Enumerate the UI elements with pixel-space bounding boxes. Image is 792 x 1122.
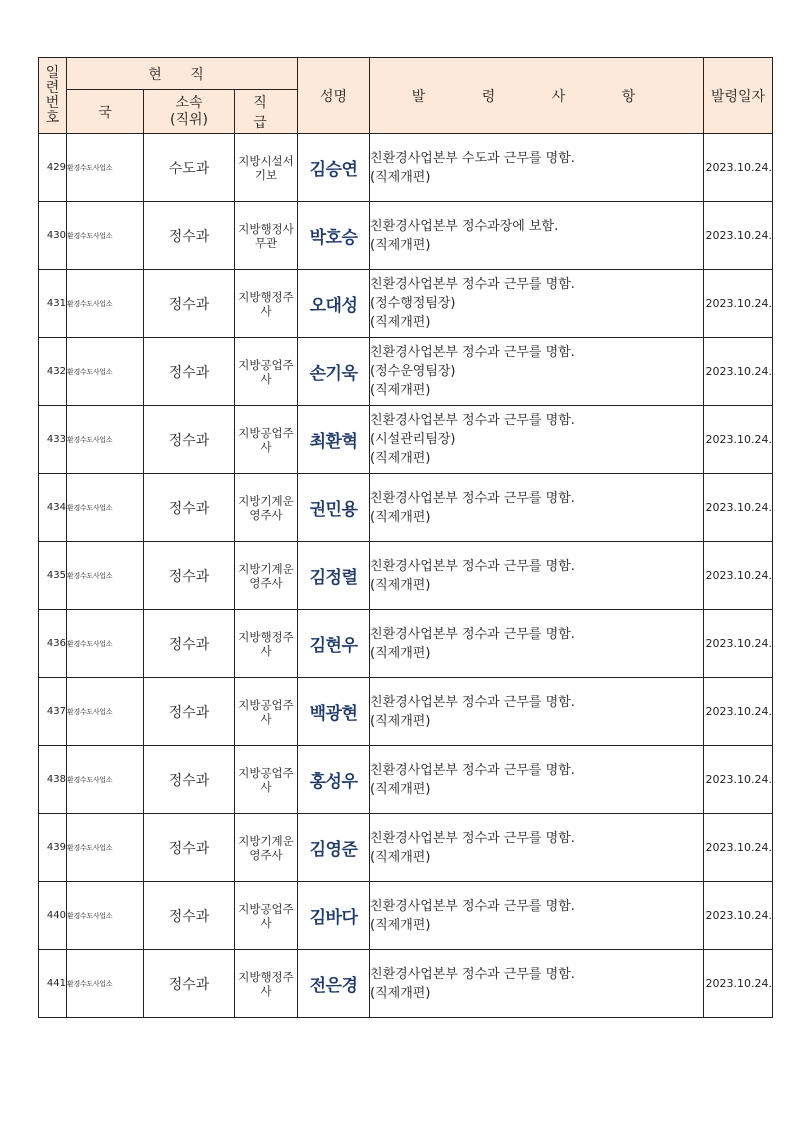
order-line: 친환경사업본부 정수과장에 보함. xyxy=(370,218,559,234)
grade-cell xyxy=(235,610,298,678)
serial-number-cell: 439 xyxy=(39,814,67,882)
order-line: 친환경사업본부 정수과 근무를 명함. xyxy=(370,694,575,710)
grade-line: 지방공업주 xyxy=(238,901,294,916)
serial-number-cell: 433 xyxy=(39,406,67,474)
date-cell: 2023.10.24. xyxy=(704,950,773,1018)
affiliation-cell: 정수과 xyxy=(144,678,235,746)
table-row xyxy=(39,202,773,270)
affiliation-cell: 정수과 xyxy=(144,882,235,950)
bureau-cell: 환경수도사업소 xyxy=(67,814,144,882)
date-cell: 2023.10.24. xyxy=(704,678,773,746)
order-cell xyxy=(370,406,704,474)
grade-cell xyxy=(235,814,298,882)
order-line: (직제개편) xyxy=(370,849,431,865)
grade-line: 영주사 xyxy=(249,575,283,590)
name-header: 성명 xyxy=(298,58,370,134)
date-header: 발령일자 xyxy=(704,58,773,134)
order-cell xyxy=(370,950,704,1018)
order-line: (직제개편) xyxy=(370,169,431,185)
date-cell: 2023.10.24. xyxy=(704,474,773,542)
grade-line: 지방기계운 xyxy=(238,493,294,508)
grade-header: 직 급 xyxy=(235,90,298,134)
serial-number-header: 일 련 번 호 xyxy=(39,58,67,134)
affiliation-cell: 수도과 xyxy=(144,134,235,202)
grade-cell xyxy=(235,678,298,746)
serial-number-cell: 440 xyxy=(39,882,67,950)
grade-cell xyxy=(235,542,298,610)
order-line: (정수운영팀장) xyxy=(370,364,456,379)
grade-line: 지방공업주 xyxy=(238,425,294,440)
bureau-cell: 환경수도사업소 xyxy=(67,746,144,814)
date-cell: 2023.10.24. xyxy=(704,882,773,950)
affiliation-cell: 정수과 xyxy=(144,746,235,814)
affiliation-cell: 정수과 xyxy=(144,406,235,474)
name-cell: 홍성우 xyxy=(298,746,370,814)
grade-cell xyxy=(235,474,298,542)
grade-cell xyxy=(235,202,298,270)
date-cell: 2023.10.24. xyxy=(704,610,773,678)
grade-line: 지방행정주 xyxy=(238,289,294,304)
grade-cell xyxy=(235,406,298,474)
date-cell: 2023.10.24. xyxy=(704,746,773,814)
grade-line: 사 xyxy=(260,779,272,794)
order-cell xyxy=(370,814,704,882)
affiliation-cell: 정수과 xyxy=(144,270,235,338)
name-cell: 백광현 xyxy=(298,678,370,746)
grade-cell xyxy=(235,950,298,1018)
table-body xyxy=(39,134,773,1018)
grade-line: 지방공업주 xyxy=(238,697,294,712)
table-row xyxy=(39,950,773,1018)
order-line: 친환경사업본부 정수과 근무를 명함. xyxy=(370,413,575,428)
table-row xyxy=(39,814,773,882)
grade-line: 지방시설서 xyxy=(238,153,294,168)
bureau-cell: 환경수도사업소 xyxy=(67,950,144,1018)
name-cell: 김영준 xyxy=(298,814,370,882)
grade-line: 사 xyxy=(260,711,272,726)
grade-line: 지방기계운 xyxy=(238,561,294,576)
order-line: 친환경사업본부 정수과 근무를 명함. xyxy=(370,762,575,778)
table-row xyxy=(39,610,773,678)
order-cell xyxy=(370,338,704,406)
table-row xyxy=(39,746,773,814)
order-line: (직제개편) xyxy=(370,781,431,797)
order-line: (직제개편) xyxy=(370,237,431,253)
bureau-header: 국 xyxy=(67,90,144,134)
order-line: (직제개편) xyxy=(370,985,431,1001)
order-line: (직제개편) xyxy=(370,315,431,330)
serial-number-cell: 437 xyxy=(39,678,67,746)
grade-line: 기보 xyxy=(254,167,278,182)
serial-number-cell: 441 xyxy=(39,950,67,1018)
order-line: 친환경사업본부 정수과 근무를 명함. xyxy=(370,277,575,292)
grade-line: 사 xyxy=(260,303,272,318)
bureau-cell: 환경수도사업소 xyxy=(67,474,144,542)
order-line: (시설관리팀장) xyxy=(370,432,456,447)
name-cell: 손기욱 xyxy=(298,338,370,406)
affiliation-cell: 정수과 xyxy=(144,474,235,542)
order-cell xyxy=(370,270,704,338)
order-cell xyxy=(370,474,704,542)
table-row xyxy=(39,542,773,610)
serial-number-cell: 436 xyxy=(39,610,67,678)
name-cell: 김바다 xyxy=(298,882,370,950)
order-line: 친환경사업본부 수도과 근무를 명함. xyxy=(370,150,575,166)
order-line: 친환경사업본부 정수과 근무를 명함. xyxy=(370,558,575,574)
name-cell: 김승연 xyxy=(298,134,370,202)
grade-line: 지방공업주 xyxy=(238,357,294,372)
order-line: 친환경사업본부 정수과 근무를 명함. xyxy=(370,830,575,846)
date-cell: 2023.10.24. xyxy=(704,406,773,474)
table-row xyxy=(39,134,773,202)
affiliation-cell: 정수과 xyxy=(144,542,235,610)
order-cell xyxy=(370,542,704,610)
bureau-cell: 환경수도사업소 xyxy=(67,882,144,950)
bureau-cell: 환경수도사업소 xyxy=(67,406,144,474)
grade-line: 사 xyxy=(260,983,272,998)
order-cell xyxy=(370,678,704,746)
grade-cell xyxy=(235,882,298,950)
table-row xyxy=(39,678,773,746)
grade-cell xyxy=(235,338,298,406)
affiliation-cell: 정수과 xyxy=(144,950,235,1018)
table-row xyxy=(39,270,773,338)
table-row xyxy=(39,338,773,406)
order-cell xyxy=(370,134,704,202)
serial-number-cell: 431 xyxy=(39,270,67,338)
order-cell xyxy=(370,746,704,814)
table-row xyxy=(39,406,773,474)
serial-number-cell: 432 xyxy=(39,338,67,406)
name-cell: 오대성 xyxy=(298,270,370,338)
order-line: (직제개편) xyxy=(370,713,431,729)
order-line: (직제개편) xyxy=(370,645,431,661)
affiliation-header: 소속 (직위) xyxy=(144,90,235,134)
grade-line: 지방기계운 xyxy=(238,833,294,848)
date-cell: 2023.10.24. xyxy=(704,542,773,610)
order-line: (직제개편) xyxy=(370,509,431,525)
grade-line: 사 xyxy=(260,915,272,930)
serial-number-cell: 429 xyxy=(39,134,67,202)
grade-line: 지방행정사 xyxy=(238,221,294,236)
name-cell: 전은경 xyxy=(298,950,370,1018)
order-header: 발 령 사 항 xyxy=(370,58,704,134)
name-cell: 김정렬 xyxy=(298,542,370,610)
grade-line: 무관 xyxy=(254,235,278,250)
bureau-cell: 환경수도사업소 xyxy=(67,134,144,202)
name-cell: 권민용 xyxy=(298,474,370,542)
grade-cell xyxy=(235,270,298,338)
date-cell: 2023.10.24. xyxy=(704,134,773,202)
bureau-cell: 환경수도사업소 xyxy=(67,270,144,338)
serial-number-cell: 430 xyxy=(39,202,67,270)
personnel-order-table xyxy=(38,57,773,1018)
affiliation-cell: 정수과 xyxy=(144,202,235,270)
serial-number-cell: 435 xyxy=(39,542,67,610)
affiliation-cell: 정수과 xyxy=(144,814,235,882)
grade-line: 지방행정주 xyxy=(238,629,294,644)
date-cell: 2023.10.24. xyxy=(704,270,773,338)
grade-line: 사 xyxy=(260,643,272,658)
order-line: 친환경사업본부 정수과 근무를 명함. xyxy=(370,490,575,506)
table-row xyxy=(39,882,773,950)
date-cell: 2023.10.24. xyxy=(704,814,773,882)
order-line: (정수행정팀장) xyxy=(370,296,456,311)
order-cell xyxy=(370,882,704,950)
grade-line: 지방공업주 xyxy=(238,765,294,780)
bureau-cell: 환경수도사업소 xyxy=(67,610,144,678)
name-cell: 김현우 xyxy=(298,610,370,678)
name-cell: 최환혁 xyxy=(298,406,370,474)
order-line: (직제개편) xyxy=(370,383,431,398)
grade-line: 사 xyxy=(260,439,272,454)
affiliation-cell: 정수과 xyxy=(144,610,235,678)
grade-line: 영주사 xyxy=(249,507,283,522)
order-line: (직제개편) xyxy=(370,917,431,933)
affiliation-cell: 정수과 xyxy=(144,338,235,406)
grade-cell xyxy=(235,746,298,814)
bureau-cell: 환경수도사업소 xyxy=(67,202,144,270)
bureau-cell: 환경수도사업소 xyxy=(67,338,144,406)
order-line: 친환경사업본부 정수과 근무를 명함. xyxy=(370,898,575,914)
serial-number-cell: 434 xyxy=(39,474,67,542)
serial-number-cell: 438 xyxy=(39,746,67,814)
table-header xyxy=(39,58,773,134)
grade-line: 지방행정주 xyxy=(238,969,294,984)
grade-cell xyxy=(235,134,298,202)
bureau-cell: 환경수도사업소 xyxy=(67,542,144,610)
order-line: (직제개편) xyxy=(370,451,431,466)
order-cell xyxy=(370,202,704,270)
grade-line: 사 xyxy=(260,371,272,386)
current-post-header: 현 직 xyxy=(67,58,298,90)
order-line: 친환경사업본부 정수과 근무를 명함. xyxy=(370,966,575,982)
date-cell: 2023.10.24. xyxy=(704,202,773,270)
table-row xyxy=(39,474,773,542)
grade-line: 영주사 xyxy=(249,847,283,862)
order-line: 친환경사업본부 정수과 근무를 명함. xyxy=(370,345,575,360)
name-cell: 박호승 xyxy=(298,202,370,270)
order-cell xyxy=(370,610,704,678)
order-line: 친환경사업본부 정수과 근무를 명함. xyxy=(370,626,575,642)
order-line: (직제개편) xyxy=(370,577,431,593)
bureau-cell: 환경수도사업소 xyxy=(67,678,144,746)
date-cell: 2023.10.24. xyxy=(704,338,773,406)
